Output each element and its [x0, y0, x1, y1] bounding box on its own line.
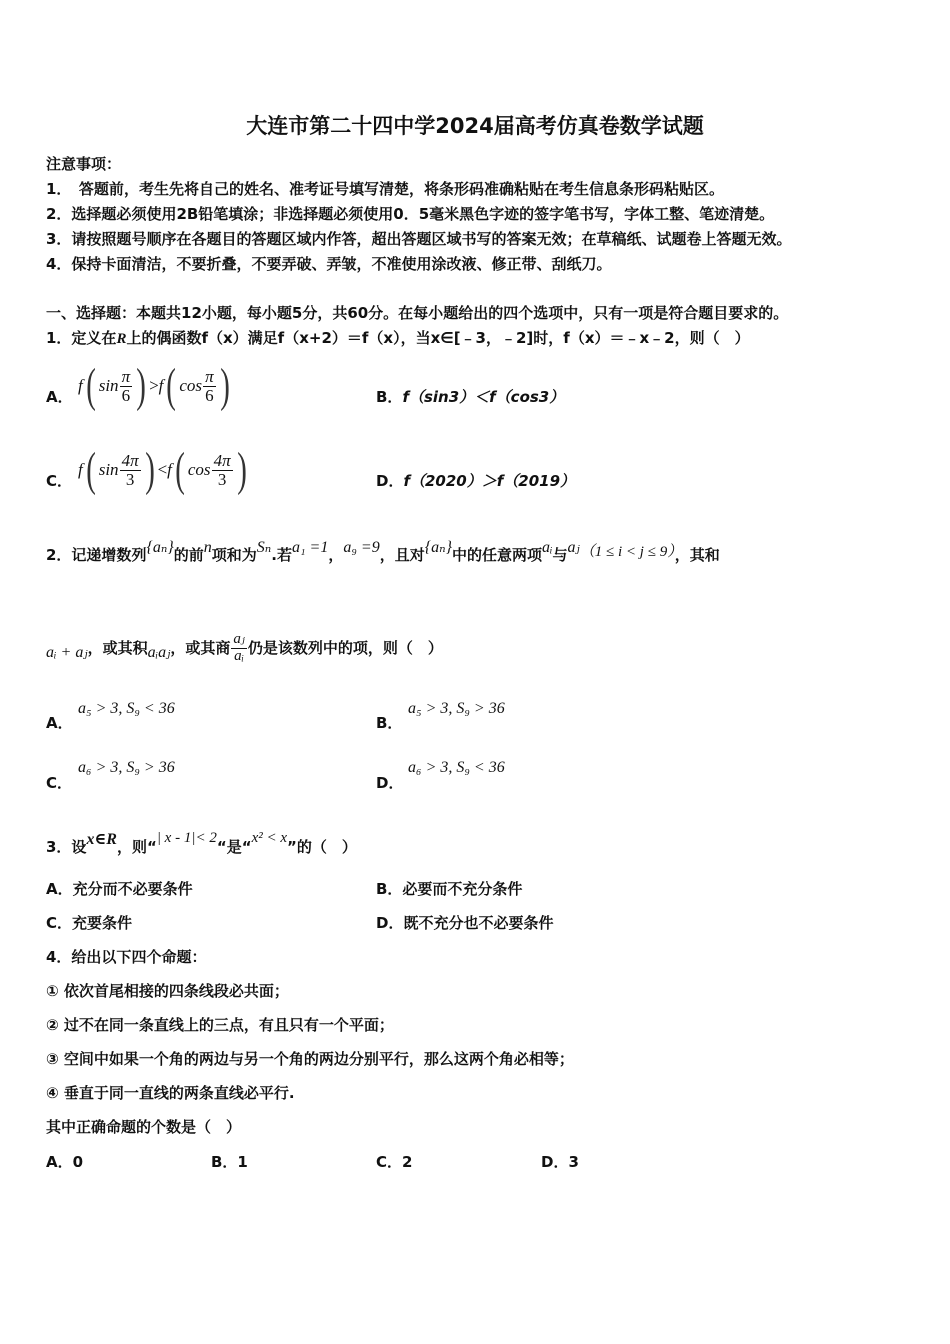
q3-option-a: A．充分而不必要条件: [46, 880, 193, 898]
q2-quotient-denominator: aᵢ: [234, 648, 245, 664]
q4-proposition-3: ③ 空间中如果一个角的两边与另一个角的两边分别平行，那么这两个角必相等；: [46, 1050, 574, 1068]
q1-option-b: [376, 386, 564, 407]
q2-t4: ，且对: [379, 546, 425, 564]
q4-option-b: B．1: [211, 1153, 248, 1171]
fraction-numerator: 4π: [121, 450, 139, 470]
q2-option-b-label: B．: [376, 714, 403, 732]
q3-t3: ”的（ ）: [287, 838, 357, 856]
q2-t3: .若: [271, 546, 292, 564]
fraction-denominator: 6: [121, 385, 131, 405]
f-symbol: f: [78, 376, 83, 395]
cos-symbol: cos: [179, 376, 203, 395]
q1-option-d-text: f（2020）＞f（2019）: [403, 472, 576, 490]
q3-t2: “是“: [216, 838, 252, 856]
fraction-numerator: 4π: [213, 450, 231, 470]
q4-option-a: A．0: [46, 1153, 84, 1171]
q1-stem: [46, 327, 750, 348]
q2-cond: （1 ≤ i < j ≤ 9）: [579, 544, 675, 560]
q3-cond1: | x - 1|< 2: [156, 830, 217, 846]
q2-a9: a₉ =9: [343, 539, 380, 556]
q2-option-a-label: A．: [46, 714, 73, 732]
q2-seq2: {aₙ}: [424, 539, 452, 556]
q2-t9: ，或其商: [170, 639, 231, 657]
q2-option-c-label: C．: [46, 774, 73, 792]
q2-t6: 与: [552, 546, 568, 564]
q2-a1: a₁ =1: [291, 539, 329, 556]
q1-option-c-label: C．: [46, 472, 73, 490]
q2-quotient-numerator: aⱼ: [233, 631, 245, 648]
f-symbol: f: [78, 460, 83, 479]
q3-t1: ，则“: [116, 838, 157, 856]
q2-sum: aᵢ + aⱼ: [46, 644, 88, 661]
q2-option-d: a₆ > 3, S₉ < 36: [408, 759, 505, 776]
notice-item-2: 2．选择题必须使用2B铅笔填涂；非选择题必须使用0．5毫米黑色字迹的签字笔书写，字体工整、笔迹清楚。: [46, 205, 775, 223]
q2-t5: 中的任意两项: [451, 546, 542, 564]
q2-option-c: a₆ > 3, S₉ > 36: [78, 759, 175, 776]
q3-xR: x∈R: [86, 831, 117, 848]
sin-symbol: sin: [98, 376, 119, 395]
q1-option-a-formula: f( sin $\frac{\pi}{6}$ ) >f( cos $\frac{\pi}{6}$ ): [78, 359, 230, 412]
q4-proposition-1: ① 依次首尾相接的四条线段必共面；: [46, 982, 289, 1000]
fraction: [203, 368, 216, 405]
q2-comma: ，: [328, 546, 344, 564]
q2-stem-line2: [46, 618, 443, 683]
q2-ai: aᵢ: [542, 539, 553, 556]
fraction-numerator: π: [121, 366, 131, 386]
q2-prod: aᵢaⱼ: [147, 644, 171, 661]
q2-seq: {aₙ}: [146, 539, 174, 556]
fraction-denominator: 3: [217, 469, 227, 489]
page-title: 大连市第二十四中学2024届高考仿真卷数学试题: [246, 114, 704, 138]
notice-heading: 注意事项：: [46, 155, 122, 173]
q1-stem-a: 1．定义在: [46, 329, 117, 347]
section-heading: 一、选择题：本题共12小题，每小题5分，共60分。在每小题给出的四个选项中，只有一项是符合题目要求的。: [46, 304, 789, 322]
fraction: [120, 452, 141, 489]
q2-label: 2．记递增数列: [46, 546, 147, 564]
notice-item-1: 1． 答题前，考生先将自己的姓名、准考证号填写清楚，将条形码准确粘贴在考生信息条形码粘贴区。: [46, 180, 724, 198]
q2-t8: ，或其积: [87, 639, 148, 657]
f-symbol: f: [158, 376, 164, 395]
q1-option-d-label: D．: [376, 472, 404, 490]
q1-option-b-text: f（sin3）＜f（cos3）: [402, 388, 565, 406]
fraction: [212, 452, 233, 489]
q3-option-d: D．既不充分也不必要条件: [376, 914, 554, 932]
q2-option-d-label: D．: [376, 774, 404, 792]
fraction-denominator: 6: [205, 385, 214, 405]
q3-cond2: x² < x: [251, 830, 287, 846]
q1-option-c-formula: f( sin $\frac{4\pi}{3}$ ) <f( cos $\frac{4\pi}{3}$ ): [78, 443, 247, 496]
q2-n: n: [203, 539, 212, 556]
q2-Sn: Sₙ: [256, 539, 272, 556]
q2-option-a: a₅ > 3, S₉ < 36: [78, 700, 175, 717]
q2-t2: 项和为: [211, 546, 257, 564]
fraction-denominator: 3: [125, 469, 135, 489]
notice-item-4: 4．保持卡面清洁，不要折叠，不要弄破、弄皱，不准使用涂改液、修正带、刮纸刀。: [46, 255, 612, 273]
q2-option-b: a₅ > 3, S₉ > 36: [408, 700, 505, 717]
q1-stem-c: f（x）满足f（x+2）＝f（x），当x∈[﹣3，﹣2]时，f（x）＝﹣x﹣2，则（ ）: [201, 329, 750, 347]
q1-option-d: [376, 470, 575, 491]
q1-option-b-label: B．: [376, 388, 403, 406]
q2-aj: aⱼ: [567, 539, 580, 556]
q2-t1: 的前: [173, 546, 204, 564]
q2-stem-line1: [46, 533, 720, 570]
q4-proposition-2: ② 过不在同一条直线上的三点，有且只有一个平面；: [46, 1016, 394, 1034]
lt-symbol: <: [157, 460, 168, 479]
fraction: [120, 368, 133, 405]
q4-option-d: D．3: [541, 1153, 579, 1171]
q2-t10: 仍是该数列中的项，则（ ）: [247, 639, 443, 657]
q3-label: 3．设: [46, 838, 87, 856]
q3-option-b: B．必要而不充分条件: [376, 880, 523, 898]
q4-option-c: C．2: [376, 1153, 413, 1171]
gt-symbol: >: [149, 376, 159, 395]
f-symbol: f: [167, 460, 172, 479]
notice-item-3: 3．请按照题号顺序在各题目的答题区域内作答，超出答题区域书写的答案无效；在草稿纸、试题卷上答题无效。: [46, 230, 792, 248]
sin-symbol: sin: [98, 460, 119, 479]
q1-R: R: [116, 331, 127, 347]
q3-option-c: C．充要条件: [46, 914, 133, 932]
q2-quotient: [231, 632, 246, 665]
fraction-numerator: π: [205, 366, 214, 386]
q4-stem: 4．给出以下四个命题：: [46, 948, 207, 966]
cos-symbol: cos: [187, 460, 211, 479]
q4-proposition-4: ④ 垂直于同一直线的两条直线必平行.: [46, 1084, 295, 1102]
q1-option-a-label: A．: [46, 388, 73, 406]
q3-stem: [46, 820, 357, 865]
q1-stem-b: 上的偶函数: [126, 329, 202, 347]
q4-ask: 其中正确命题的个数是（ ）: [46, 1118, 242, 1136]
q2-t7: ，其和: [674, 546, 720, 564]
